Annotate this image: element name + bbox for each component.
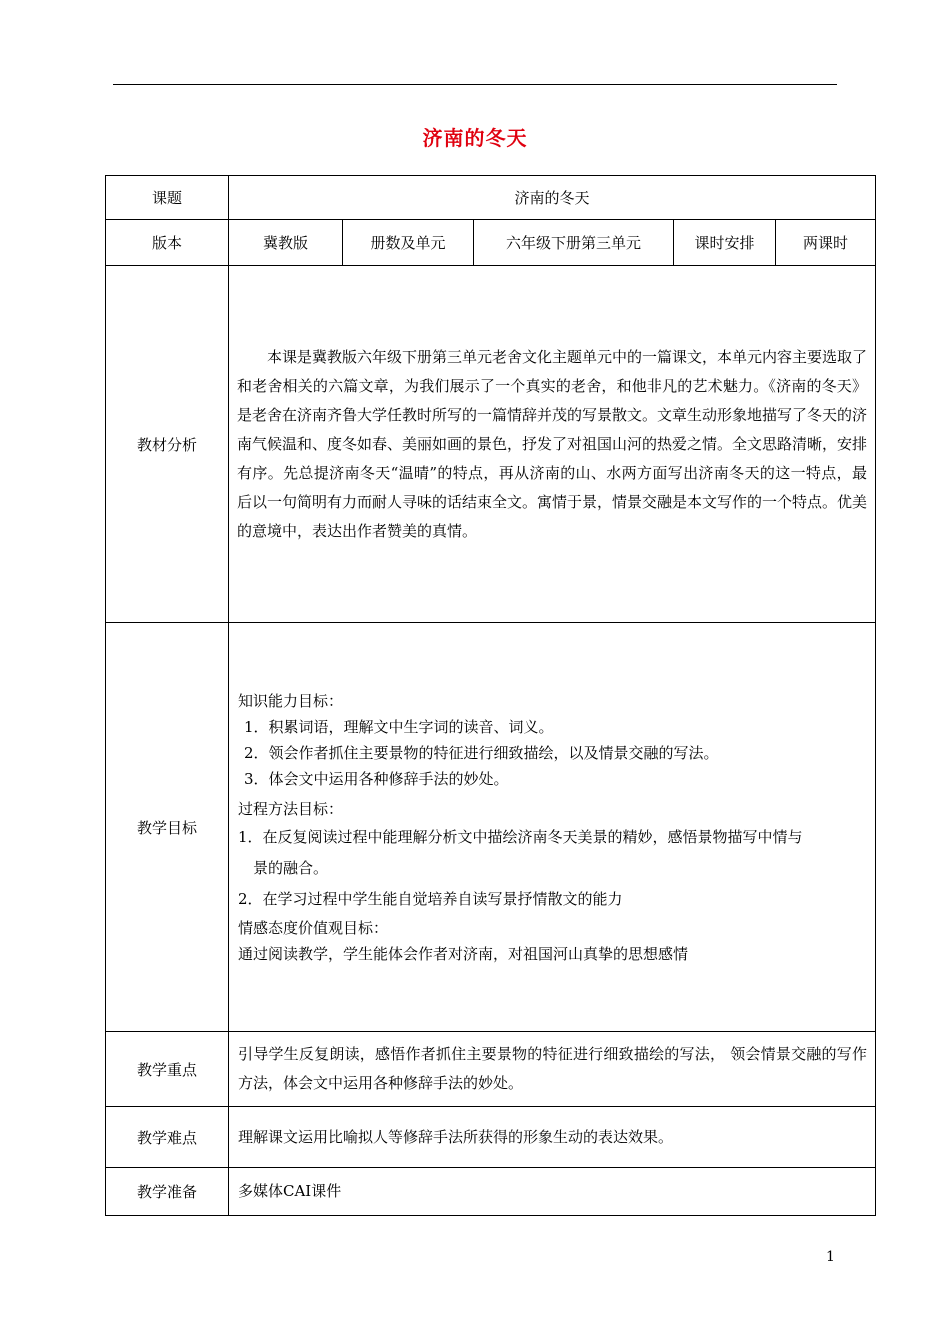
volume-label: 册数及单元 (343, 220, 474, 266)
process-item: 2．在学习过程中学生能自觉培养自读写景抒情散文的能力 (238, 889, 623, 908)
row-edition (106, 220, 876, 266)
analysis-cell (229, 266, 876, 623)
analysis-label: 教材分析 (106, 266, 229, 623)
analysis-text: 本课是冀教版六年级下册第三单元老舍文化主题单元中的一篇课文，本单元内容主要选取了和老舍相关的六篇文章，为我们展示了一个真实的老舍，和他非凡的艺术魅力。《济南的冬天》是老舍在济南齐鲁大学任教时所写的一篇情辞并茂的写景散文。文章生动形象地描写了冬天的济南气候温和、度冬如春、美丽如画的景色，抒发了对祖国山河的热爱之情。全文思路清晰，安排有序。先总提济南冬天“温晴”的特点，再从济南的山、水两方面写出济南冬天的这一特点，最后以一句简明有力而耐人寻味的话结束全文。寓情于景，情景交融是本文写作的一个特点。优美的意境中，表达出作者赞美的真情。 (237, 347, 868, 540)
header-rule (113, 84, 837, 85)
process-item: 1．在反复阅读过程中能理解分析文中描绘济南冬天美景的精妙，感悟景物描写中情与 (238, 827, 803, 846)
row-focus (106, 1032, 876, 1107)
difficulty-text: 理解课文运用比喻拟人等修辞手法所获得的形象生动的表达效果。 (238, 1127, 674, 1146)
page-number: 1 (826, 1249, 835, 1265)
edition-label: 版本 (106, 220, 229, 266)
focus-cell (229, 1032, 876, 1107)
hours-label: 课时安排 (674, 220, 776, 266)
process-item-continued: 景的融合。 (253, 858, 329, 877)
hours-value: 两课时 (776, 220, 876, 266)
emotion-title: 情感态度价值观目标： (238, 918, 389, 937)
focus-text: 引导学生反复朗读，感悟作者抓住主要景物的特征进行细致描绘的写法， 领会情景交融的写作方法，体会文中运用各种修辞手法的妙处。 (238, 1045, 867, 1092)
lesson-plan-table (105, 175, 876, 1216)
difficulty-cell (229, 1107, 876, 1168)
prep-cell (229, 1168, 876, 1216)
knowledge-item: 2．领会作者抓住主要景物的特征进行细致描绘，以及情景交融的写法。 (244, 743, 719, 762)
knowledge-title: 知识能力目标： (238, 691, 344, 710)
row-difficulty (106, 1107, 876, 1168)
process-title: 过程方法目标： (238, 799, 344, 818)
prep-label: 教学准备 (106, 1168, 229, 1216)
topic-label: 课题 (106, 176, 229, 220)
topic-value: 济南的冬天 (229, 176, 876, 220)
page-title: 济南的冬天 (422, 126, 528, 150)
knowledge-item: 3．体会文中运用各种修辞手法的妙处。 (244, 769, 509, 788)
emotion-text: 通过阅读教学，学生能体会作者对济南，对祖国河山真挚的思想感情 (238, 944, 689, 963)
row-prep (106, 1168, 876, 1216)
row-topic (106, 176, 876, 220)
row-analysis (106, 266, 876, 623)
edition-value: 冀教版 (229, 220, 343, 266)
goals-content (229, 688, 875, 967)
prep-text: 多媒体CAI课件 (238, 1182, 342, 1200)
row-goals (106, 623, 876, 1032)
focus-label: 教学重点 (106, 1032, 229, 1107)
goals-cell (229, 623, 876, 1032)
goals-label: 教学目标 (106, 623, 229, 1032)
knowledge-item: 1．积累词语，理解文中生字词的读音、词义。 (244, 717, 554, 736)
volume-value: 六年级下册第三单元 (474, 220, 674, 266)
difficulty-label: 教学难点 (106, 1107, 229, 1168)
